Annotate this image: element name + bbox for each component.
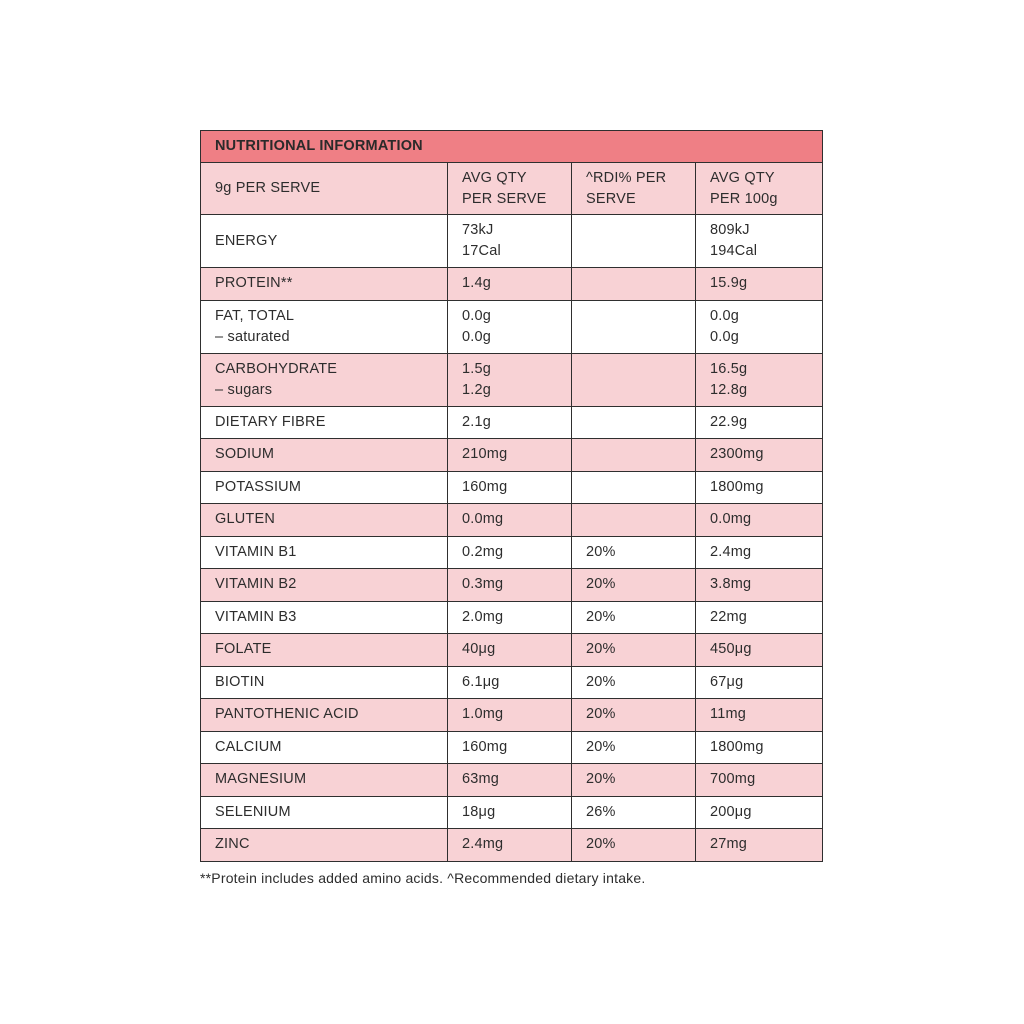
table-row [201,569,823,602]
rdi-percent: 20% [572,569,696,602]
avg-qty-serve: 0.2mg [448,536,572,569]
avg-qty-serve: 1.4g [448,268,572,301]
nutrient-name: GLUTEN [201,504,448,537]
rdi-percent: 20% [572,731,696,764]
title-row [201,131,823,163]
table-row [201,764,823,797]
nutrient-name: DIETARY FIBRE [201,406,448,439]
avg-qty-100g: 450μg [696,634,823,667]
avg-qty-serve: 1.5g 1.2g [448,353,572,406]
rdi-percent: 26% [572,796,696,829]
table-row [201,699,823,732]
table-row [201,536,823,569]
nutrient-name: ZINC [201,829,448,862]
rdi-percent: 20% [572,601,696,634]
rdi-percent [572,300,696,353]
nutrient-name: MAGNESIUM [201,764,448,797]
table-row [201,300,823,353]
avg-qty-serve: 0.0mg [448,504,572,537]
avg-qty-100g: 2300mg [696,439,823,472]
footnote: **Protein includes added amino acids. ^Recommended dietary intake. [200,870,646,886]
table-row [201,731,823,764]
rdi-percent: 20% [572,699,696,732]
table-row [201,634,823,667]
rdi-percent: 20% [572,634,696,667]
header-serve-size: 9g PER SERVE [201,163,448,215]
rdi-percent [572,504,696,537]
nutrient-name: PANTOTHENIC ACID [201,699,448,732]
table-row [201,268,823,301]
rdi-percent [572,471,696,504]
rdi-percent [572,406,696,439]
header-row [201,163,823,215]
nutrient-name: VITAMIN B3 [201,601,448,634]
avg-qty-serve: 2.0mg [448,601,572,634]
table-row [201,796,823,829]
nutrient-name: SELENIUM [201,796,448,829]
avg-qty-100g: 22.9g [696,406,823,439]
avg-qty-serve: 160mg [448,471,572,504]
header-rdi-percent: ^RDI% PER SERVE [572,163,696,215]
table-row [201,406,823,439]
nutrient-name: VITAMIN B1 [201,536,448,569]
avg-qty-100g: 2.4mg [696,536,823,569]
rdi-percent: 20% [572,536,696,569]
avg-qty-100g: 11mg [696,699,823,732]
avg-qty-serve: 6.1μg [448,666,572,699]
avg-qty-100g: 67μg [696,666,823,699]
table-row [201,353,823,406]
avg-qty-100g: 809kJ 194Cal [696,215,823,268]
avg-qty-serve: 40μg [448,634,572,667]
table-row [201,666,823,699]
nutrient-name: ENERGY [201,215,448,268]
nutrient-name: PROTEIN** [201,268,448,301]
nutrition-table [200,130,823,862]
avg-qty-serve: 2.1g [448,406,572,439]
avg-qty-serve: 210mg [448,439,572,472]
header-avg-qty-100g: AVG QTY PER 100g [696,163,823,215]
nutrient-name: CALCIUM [201,731,448,764]
avg-qty-100g: 0.0g 0.0g [696,300,823,353]
table-row [201,439,823,472]
avg-qty-serve: 18μg [448,796,572,829]
rdi-percent [572,353,696,406]
avg-qty-serve: 160mg [448,731,572,764]
table-row [201,471,823,504]
rdi-percent: 20% [572,666,696,699]
table-row [201,829,823,862]
avg-qty-100g: 200μg [696,796,823,829]
avg-qty-serve: 73kJ 17Cal [448,215,572,268]
rdi-percent: 20% [572,829,696,862]
avg-qty-100g: 1800mg [696,471,823,504]
table-row [201,215,823,268]
nutrient-name: POTASSIUM [201,471,448,504]
rdi-percent [572,215,696,268]
avg-qty-serve: 0.0g 0.0g [448,300,572,353]
header-avg-qty-serve: AVG QTY PER SERVE [448,163,572,215]
avg-qty-serve: 2.4mg [448,829,572,862]
avg-qty-serve: 0.3mg [448,569,572,602]
avg-qty-100g: 16.5g 12.8g [696,353,823,406]
avg-qty-100g: 3.8mg [696,569,823,602]
avg-qty-100g: 700mg [696,764,823,797]
nutrient-name: VITAMIN B2 [201,569,448,602]
rdi-percent [572,268,696,301]
nutrient-name: SODIUM [201,439,448,472]
avg-qty-serve: 1.0mg [448,699,572,732]
nutrient-name: FOLATE [201,634,448,667]
avg-qty-serve: 63mg [448,764,572,797]
rdi-percent: 20% [572,764,696,797]
table-title: NUTRITIONAL INFORMATION [201,131,823,163]
avg-qty-100g: 22mg [696,601,823,634]
table-row [201,601,823,634]
avg-qty-100g: 27mg [696,829,823,862]
avg-qty-100g: 15.9g [696,268,823,301]
nutrient-name: CARBOHYDRATE – sugars [201,353,448,406]
avg-qty-100g: 1800mg [696,731,823,764]
rdi-percent [572,439,696,472]
nutrient-name: BIOTIN [201,666,448,699]
table-row [201,504,823,537]
nutrient-name: FAT, TOTAL – saturated [201,300,448,353]
avg-qty-100g: 0.0mg [696,504,823,537]
nutrition-panel [200,130,822,862]
